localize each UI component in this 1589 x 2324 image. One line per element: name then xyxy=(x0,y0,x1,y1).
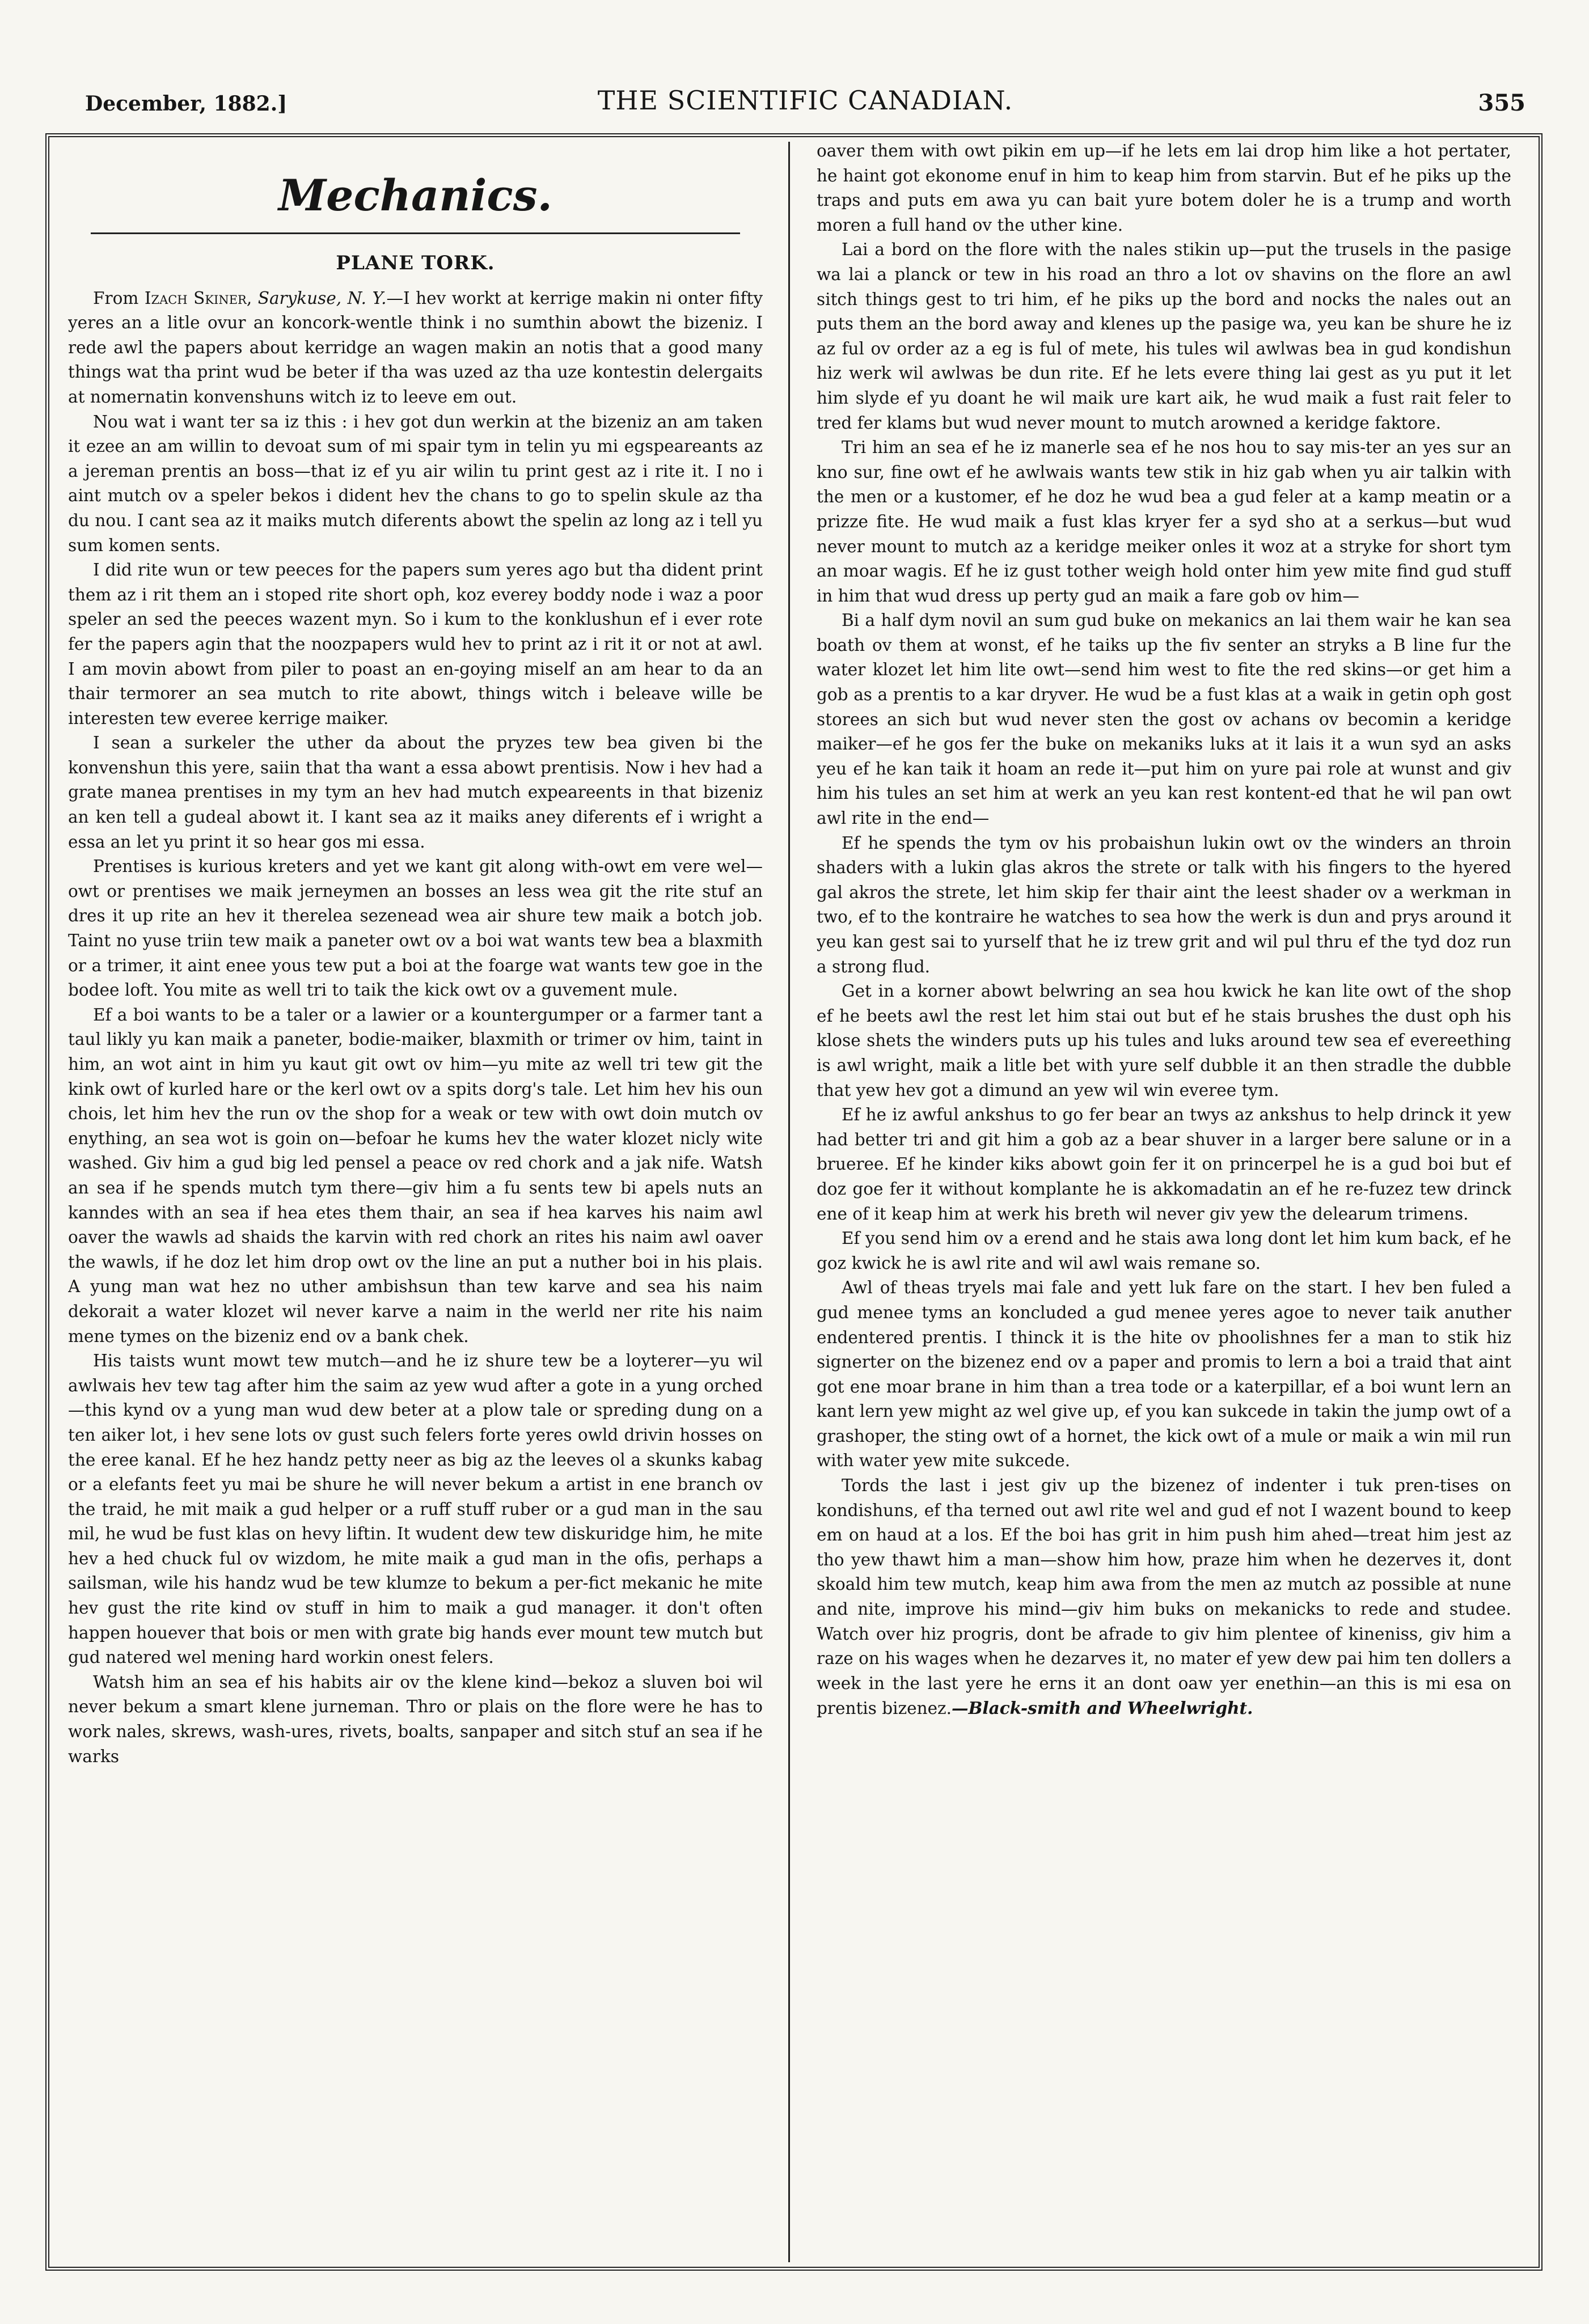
paragraph: Tri him an sea ef he iz manerle sea ef he nos hou to say mis-ter an yes sur an kno sur, fine owt ef he awlwais wants tew stik in hiz gab when yu air talkin with the men or a kustomer, ef he doz he wud bea a gud feler at a kamp meatin or a prizze fite. He wud maik a fust klas kryer fer a syd sho at a serkus—but wud never mount to mutch az a keridge meiker onles it woz at a stryke for short tym an moar wagis. Ef he iz gust tother weigh hold onter him yew mite find gud stuff in him that wud dress up perty gud an maik a fare gob ov him— xyxy=(817,438,1511,606)
final-paragraph xyxy=(817,1474,1511,1721)
paragraph: Awl of theas tryels mai fale and yett luk fare on the start. I hev ben fuled a gud menee tyms an koncluded a gud menee yeres agoe to never taik anuther endentered prentis. I thinck it is the hite ov phoolishnes fer a man to stik hiz signerter on the bizenez end ov a paper and promis to lern a boi a traid that aint got ene moar brane in him than a trea tode or a katerpillar, ef a boi wunt lern an kant lern yew might az wel give up, ef you kan sukcede in takin the jump owt of a grashoper, the sting owt of a hornet, the kick owt of a mule or maik a win mil run with water yew mite sukcede. xyxy=(817,1278,1511,1471)
paragraph: Watsh him an sea ef his habits air ov the klene kind—bekoz a sluven boi wil never bekum a smart klene jurneman. Thro or plais on the flore were he has to work nales, skrews, wash-ures, rivets, boalts, sanpaper and sitch stuf an sea if he warks xyxy=(68,1672,763,1766)
paragraph: His taists wunt mowt tew mutch—and he iz shure tew be a loyterer—yu wil awlwais hev tew tag after him the saim az yew wud after a gote in a yung orched—this kynd ov a yung man wud dew beter at a plow tale or spreding dung on a ten aiker lot, i hev sene lots ov gust such felers forte yeres owld drivin hosses on the eree kanal. Ef he hez handz petty neer as big az the leeves ol a skunks kabag or a elefants feet yu mai be shure he will never bekum a artist in ene branch ov the traid, he mit maik a gud helper or a ruff stuff ruber or a gud man in the sau mil, he wud be fust klas on hevy liftin. It wudent dew tew diskuridge him, he mite hev a hed chuck ful ov wizdom, he mite maik a gud man in the ofis, perhaps a sailsman, wile his handz wud be tew klumze to bekum a per-fict mekanic he mite hev gust the rite kind ov stuff in him to maik a gud manager. it don't often happen houever that bois or men with grate big hands ever mount tew mutch but gud natered wel mening hard workin onest felers. xyxy=(68,1351,763,1667)
section-title: Mechanics. xyxy=(278,170,552,221)
section-rule xyxy=(91,232,740,234)
paragraph: oaver them with owt pikin em up—if he lets em lai drop him like a hot pertater, he haint got ekonome enuf in him to keap him from starvin. But ef he piks up the traps and puts em awa yu can bait yure botem doler he is a trump and worth moren a full hand ov the uther kine. xyxy=(817,141,1511,235)
paragraph: Ef a boi wants to be a taler or a lawier or a kountergumper or a farmer tant a taul likly yu kan maik a paneter, bodie-maiker, blaxmith or trimer ov him, taint in him, an wot aint in him yu kaut git owt ov him—yu mite az well tri tew git the kink owt of kurled hare or the kerl owt ov a spits dorg's tale. Let him hev his oun chois, let him hev the run ov the shop for a weak or tew with owt doin mutch ov enything, an sea wot is goin on—befoar he kums hev the water klozet nicly wite washed. Giv him a gud big led pensel a peace ov red chork and a jak nife. Watsh an sea if he spends mutch tym there—giv him a fu sents tew bi apels nuts an kanndes with an sea if hea etes them thair, an sea if hea karves his naim awl oaver the wawls ad shaids the karvin with red chork an rites his naim awl oaver the wawls, if he doz let him drop owt ov the line an put a nuther boi in his plais. A yung man wat hez no uther ambishsun than tew karve and sea his naim dekorait a water klozet wil never karve a naim in the werld ner rite his naim mene tymes on the bizeniz end ov a bank chek. xyxy=(68,1005,763,1346)
journal-title: THE SCIENTIFIC CANADIAN. xyxy=(597,85,1013,116)
paragraph: Nou wat i want ter sa iz this : i hev got dun werkin at the bizeniz an am taken it ezee an am willin to devoat sum of mi spair tym in telin yu mi egspeareants az a jereman prentis an boss—that iz ef yu air wilin tu print gest az i rite it. I no i aint mutch ov a speler bekos i dident hev the chans to go to spelin skule az tha du nou. I cant sea az it maiks mutch diferents abowt the spelin az long az i tell yu sum komen sents. xyxy=(68,412,763,555)
paragraph: I sean a surkeler the uther da about the pryzes tew bea given bi the konvenshun this yere, saiin that tha want a essa abowt prentisis. Now i hev had a grate manea prentises in my tym an hev had mutch expeareents in that bizeniz an ken tell a gudeal abowt it. I kant sea az it maiks aney diferents ef i wright a essa an let yu print it so hear gos mi essa. xyxy=(68,733,763,852)
paragraph: —I hev workt at kerrige makin ni onter fifty yeres an a litle ovur an koncork-wentle think i no sumthin abowt the bizeniz. I rede awl the papers about kerridge an wagen makin an notis that a good many things wat tha print wud be beter if tha was uzed az tha uze kontestin delergaits at nomernatin konvenshuns witch iz to leeve em out. xyxy=(68,288,763,407)
paragraph: Prentises is kurious kreters and yet we kant git along with-owt em vere wel—owt or prentises we maik jerneymen an bosses an less wea git the rite stuf an dres it up rite an hev it therelea sezenead wea air shure tew maik a botch job. Taint no yuse triin tew maik a paneter owt ov a boi wat wants tew bea a blaxmith or a trimer, it aint enee yous tew put a boi at the foarge wat wants tew goe in the bodee loft. You mite as well tri to taik the kick owt ov a guvement mule. xyxy=(68,857,763,1000)
paragraph: Ef he spends the tym ov his probaishun lukin owt ov the winders an throin shaders with a lukin glas akros the strete or talk with his fingers to the hyered gal akros the strete, let him skip fer thair aint the leest shader ov a werkman in two, ef to the kontraire he watches to sea how the werk is dun and prys around it yeu kan gest sai to yurself that he iz trew grit and wil pul thru ef the tyd doz run a strong flud. xyxy=(817,833,1511,976)
column-rule xyxy=(788,142,790,2262)
paragraph: Ef you send him ov a erend and he stais awa long dont let him kum back, ef he goz kwick he is awl rite and wil awl wais remane so. xyxy=(817,1229,1511,1273)
source-credit: —Black-smith and Wheelwright. xyxy=(951,1698,1253,1718)
right-column xyxy=(817,139,1511,2237)
paragraph: Get in a korner abowt belwring an sea hou kwick he kan lite owt of the shop ef he beets awl the rest let him stai out but ef he stais brushes the dust oph his klose shets the winders puts up his tules and luks around tew sea ef evereething is awl wright, maik a litle bet with yure self dubble it an then stradle the dubble that yew hev got a dimund an yew wil win everee tym. xyxy=(817,981,1511,1100)
page-number: 355 xyxy=(1478,90,1525,116)
running-head xyxy=(85,85,1525,130)
paragraph: Ef he iz awful ankshus to go fer bear an twys az ankshus to help drinck it yew had better tri and git him a gob az a bear shuver in a larger bere salune or in a brueree. Ef he kinder kiks abowt goin fer it on princerpel he is a gud boi but ef doz goe fer it without komplante he is akkomadatin an ef he re-fuzez tew drinck ene of it keap him at werk his breth wil never giv yew the delearum trimens. xyxy=(817,1105,1511,1224)
author-name: Izach Skiner, xyxy=(144,288,252,308)
article-title: PLANE TORK. xyxy=(336,252,495,274)
paragraph: Lai a bord on the flore with the nales stikin up—put the trusels in the pasige wa lai a planck or tew in his road an thro a lot ov shavins on the flore an awl sitch things gest to tri him, ef he piks up the bord and nocks the nales out an puts them an the bord away and klenes up the pasige wa, yeu kan be shure he iz az ful ov order az a eg is ful of mete, his tules wil awlwas bea in gud kondishun hiz werk wil awlwas be dun rite. Ef he lets evere thing lai gest as yu put it let him slyde ef yu doant he wil maik ure kart aik, he wud maik a fust rait feler to tred fer klams but wud never mount to mutch arowned a keridge faktore. xyxy=(817,240,1511,433)
author-place: Sarykuse, N. Y. xyxy=(257,288,387,308)
paragraph: I did rite wun or tew peeces for the papers sum yeres ago but tha dident print them az i rit them an i stoped rite short oph, koz everey boddy node i waz a poor speler an sed the peeces wazent myn. So i kum to the konklushun ef i ever rote fer the papers agin that the noozpapers wuld hev to print az i rit it or not at awl. I am movin abowt from piler to poast an en-goying miself an am hear to da an thair termorer an sea mutch to rite abowt, things witch i beleave wille be interesten tew everee kerrige maiker. xyxy=(68,560,763,728)
issue-date: December, 1882.] xyxy=(85,92,288,116)
byline-paragraph xyxy=(68,286,763,410)
paragraph: Bi a half dym novil an sum gud buke on mekanics an lai them wair he kan sea boath ov them at wonst, ef he taiks up the fiv senter an stryks a B line fur the water klozet let him lite owt—send him west to fite the red skins—or get him a gob as a prentis to a kar dryver. He wud be a fust klas at a waik in getin oph gost storees an sich but wud never sten the gost ov achans ov becomin a keridge maiker—ef he gos fer the buke on mekaniks luks at it lais it a wun syd an asks yeu ef he kan taik it hoam an rede it—put him on yure pai role at wunst and giv him his tules an set him at werk an yeu kan rest kontent-ed that he wil pan owt awl rite in the end— xyxy=(817,611,1511,828)
left-column xyxy=(68,153,763,2251)
byline-prefix: From xyxy=(93,288,139,308)
paragraph-text: Tords the last i jest giv up the bizenez of indenter i tuk pren-tises on kondishuns, ef tha terned out awl rite wel and gud ef not I wazent bound to keep em on haud at a los. Ef the boi has grit in him push him ahed—treat him jest az tho yew thawt him a man—show him how, praze him when he dezerves it, dont skoald him tew mutch, keap him awa from the men az mutch az possible at nune and nite, improve his mind—giv him buks on mekanicks to rede and studee. Watch over hiz progris, dont be afrade to giv him plentee of kineniss, giv him a raze on his wages when he dezarves it, no mater ef yew dew pai him ten dollers a week in the last yere he erns it an dont oaw yer enethin—an this is mi esa on prentis bizenez. xyxy=(817,1476,1511,1718)
